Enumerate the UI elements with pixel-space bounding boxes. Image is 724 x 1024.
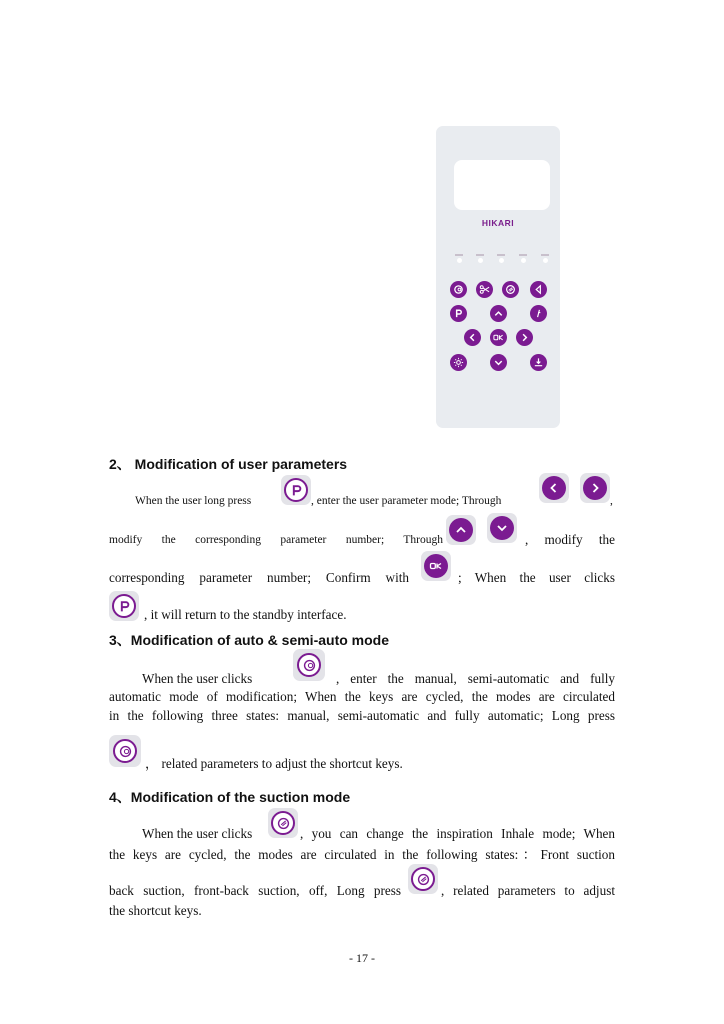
- up-key: [490, 305, 507, 322]
- up-arrow-icon: [493, 308, 504, 319]
- suction-key-image: [268, 808, 298, 838]
- left-arrow-icon: [547, 481, 561, 495]
- down-arrow-icon: [495, 521, 509, 535]
- paragraph-text: When the user long press: [135, 495, 252, 507]
- brand-logo: HIKARI: [481, 218, 515, 228]
- paragraph-text: ; When the user clicks: [458, 570, 615, 585]
- paragraph-text: , it will return to the standby interface.: [144, 607, 347, 622]
- p-icon: [117, 599, 132, 614]
- ok-key: [490, 329, 507, 346]
- p-icon: [453, 308, 464, 319]
- paragraph-text: modify the corresponding parameter number; Through: [109, 534, 443, 546]
- scissors-icon: [479, 284, 490, 295]
- p-key-image: [281, 475, 311, 505]
- suction-icon: [505, 284, 516, 295]
- section-2-heading: 2、 Modification of user parameters: [109, 456, 348, 472]
- paragraph-text: ， related parameters to adjust the shortcut keys.: [145, 756, 403, 771]
- paragraph-text: , enter the user parameter mode; Through: [311, 495, 502, 507]
- p-key: [450, 305, 467, 322]
- paragraph-text: in the following three states: manual, semi-automatic and fully automatic; Long press: [109, 708, 615, 723]
- section-4-heading: 4、Modification of the suction mode: [109, 789, 351, 805]
- auto-mode-key-image: [293, 649, 325, 681]
- left-key-image: [539, 473, 569, 503]
- paragraph-text: When the user clicks: [142, 826, 253, 841]
- indicator-leds: [452, 254, 548, 264]
- presser-foot-key: [530, 354, 547, 371]
- light-icon: [453, 357, 464, 368]
- led-indicator: [518, 254, 528, 263]
- paragraph-text: automatic mode of modification; When the keys are cycled, the modes are circulated: [109, 689, 615, 704]
- led-indicator: [454, 254, 464, 263]
- paragraph-text: the keys are cycled, the modes are circulated in the following states:：Front suction: [109, 847, 615, 862]
- paragraph-text: the shortcut keys.: [109, 903, 202, 918]
- paragraph-text: When the user clicks: [142, 671, 253, 686]
- led-indicator: [475, 254, 485, 263]
- auto-mode-key-image: [109, 735, 141, 767]
- speaker-icon: [533, 284, 544, 295]
- auto-mode-icon: [453, 284, 464, 295]
- led-indicator: [540, 254, 550, 263]
- foot-icon: [533, 308, 544, 319]
- right-arrow-icon: [519, 332, 530, 343]
- suction-icon: [276, 816, 291, 831]
- ok-icon: [493, 332, 504, 343]
- foot-key: [530, 305, 547, 322]
- down-key: [490, 354, 507, 371]
- paragraph-text: ,: [610, 495, 613, 507]
- p-key-image: [109, 591, 139, 621]
- section-3-heading: 3、Modification of auto & semi-auto mode: [109, 632, 390, 648]
- paragraph-text: corresponding parameter number; Confirm with: [109, 570, 409, 585]
- auto-mode-icon: [302, 658, 317, 673]
- auto-mode-icon: [118, 744, 133, 759]
- right-arrow-icon: [588, 481, 602, 495]
- led-indicator: [496, 254, 506, 263]
- ok-icon: [429, 559, 443, 573]
- down-key-image: [487, 513, 517, 543]
- suction-key-image: [408, 864, 438, 894]
- down-arrow-icon: [493, 357, 504, 368]
- presser-foot-icon: [533, 357, 544, 368]
- right-key: [516, 329, 533, 346]
- light-key: [450, 354, 467, 371]
- paragraph-text: back suction, front-back suction, off, Long press: [109, 883, 401, 898]
- up-arrow-icon: [454, 523, 468, 537]
- paragraph-text: , enter the manual, semi-automatic and fully: [336, 671, 615, 686]
- trim-key: [476, 281, 493, 298]
- left-key: [464, 329, 481, 346]
- ok-key-image: [421, 551, 451, 581]
- left-arrow-icon: [467, 332, 478, 343]
- lcd-display: [454, 160, 550, 210]
- page-number: - 17 -: [349, 951, 375, 965]
- paragraph-text: , you can change the inspiration Inhale mode; When: [300, 826, 615, 841]
- paragraph-text: , related parameters to adjust: [441, 883, 615, 898]
- speaker-key: [530, 281, 547, 298]
- auto-mode-key: [450, 281, 467, 298]
- suction-key: [502, 281, 519, 298]
- control-panel-image: [436, 126, 560, 428]
- suction-icon: [416, 872, 431, 887]
- right-key-image: [580, 473, 610, 503]
- up-key-image: [446, 515, 476, 545]
- p-icon: [289, 483, 304, 498]
- paragraph-text: , modify the: [525, 532, 615, 547]
